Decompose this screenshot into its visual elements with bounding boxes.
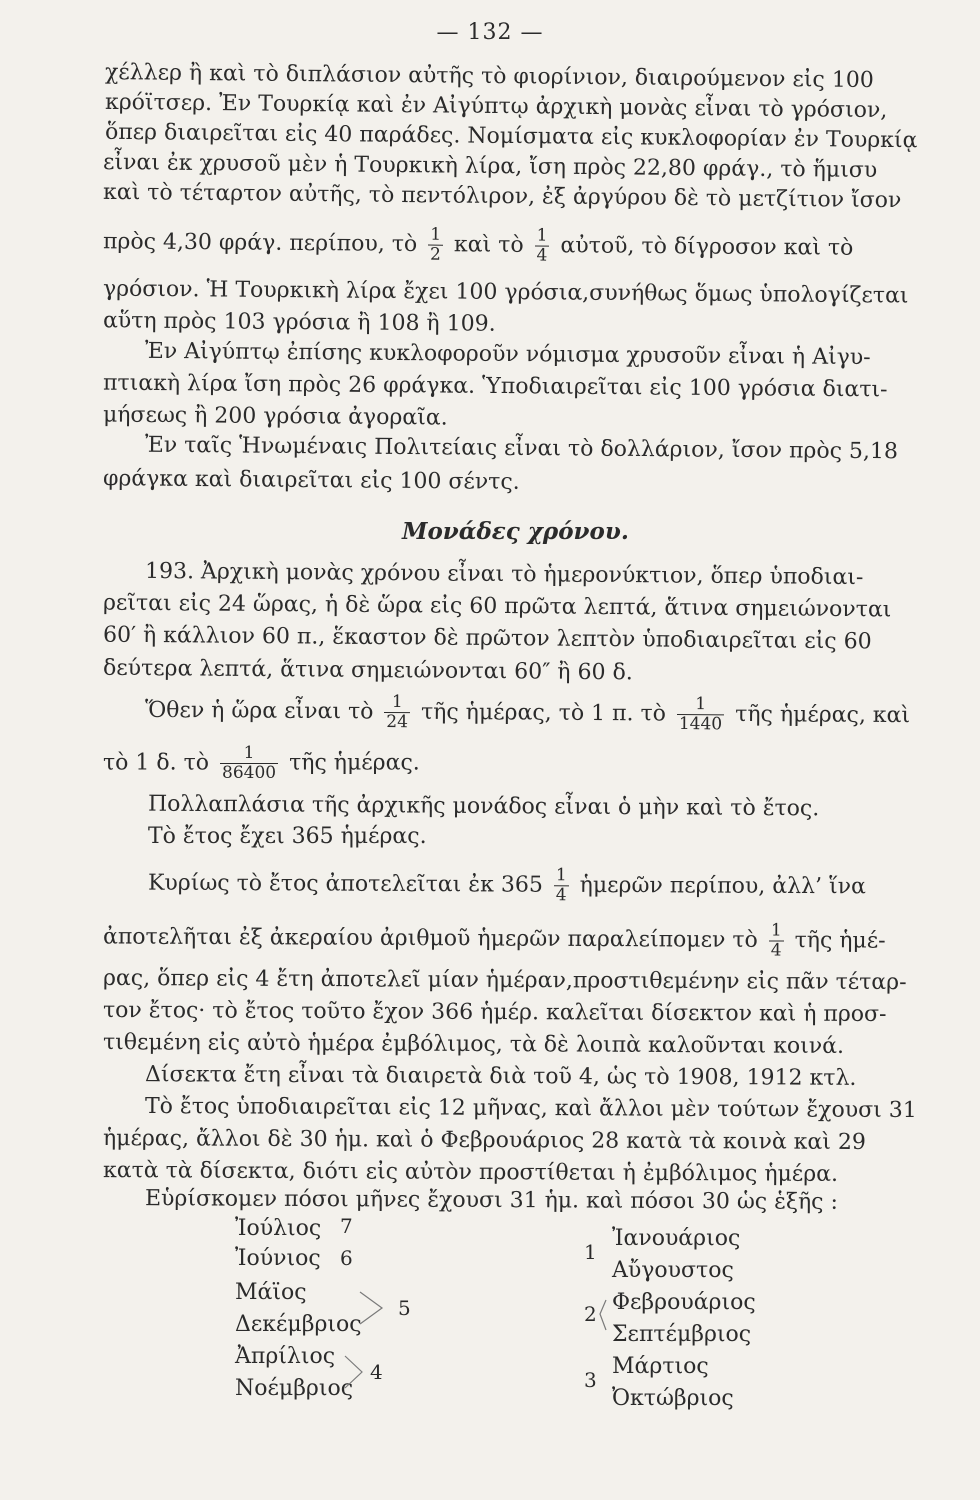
fraction-numerator: 1: [220, 744, 278, 764]
group-number: 2: [584, 1302, 597, 1326]
section-heading: Μονάδες χρόνου.: [402, 518, 629, 545]
month-name: Μάϊος: [235, 1280, 307, 1305]
month-count: 5: [398, 1296, 411, 1320]
text-fragment: ἡμερῶν περίπου, ἀλλ’ ἵνα: [579, 872, 866, 900]
text-fragment: τὸ 1 δ. τὸ: [103, 750, 210, 776]
fraction-numerator: 1: [535, 226, 550, 246]
month-name: Νοέμβριος: [235, 1376, 354, 1401]
fraction-numerator: 1: [428, 226, 443, 246]
text-line: ρας, ὅπερ εἰς 4 ἔτη ἀποτελεῖ μίαν ἡμέραν,προστιθεμένην εἰς πᾶν τέταρ-: [102, 965, 907, 996]
bracket-line: [360, 1292, 382, 1324]
text-fragment: τῆς ἡμέ-: [794, 928, 886, 954]
text-line: γρόσιον. Ἡ Τουρκικὴ λίρα ἔχει 100 γρόσια,συνήθως ὅμως ὑπολογίζεται: [102, 276, 909, 309]
text-line: κατὰ τὰ δίσεκτα, διότι εἰς αὐτὸν προστίθεται ἡ ἐμβόλιμος ἡμέρα.: [102, 1158, 839, 1187]
month-name: Ἀπρίλιος: [235, 1344, 336, 1369]
text-line: ὅπερ διαιρεῖται εἰς 40 παράδες. Νομίσματα εἰς κυκλοφορίαν ἐν Τουρκίᾳ: [104, 119, 918, 154]
fraction-numerator: 1: [769, 921, 784, 941]
month-name: Σεπτέμβριος: [612, 1322, 752, 1347]
text-line: φράγκα καὶ διαιρεῖται εἰς 100 σέντς.: [102, 466, 520, 495]
text-line: Ἐν ταῖς Ἡνωμέναις Πολιτείαις εἶναι τὸ δολλάριον, ἴσον πρὸς 5,18: [144, 432, 899, 465]
month-name: Ἰανουάριος: [612, 1226, 741, 1251]
text-line: Εὑρίσκομεν πόσοι μῆνες ἔχουσι 31 ἡμ. καὶ πόσοι 30 ὡς ἑξῆς :: [144, 1186, 839, 1215]
text-fragment: αὐτοῦ, τὸ δίγροσον καὶ τὸ: [560, 233, 854, 261]
bracket-line: [345, 1356, 362, 1388]
text-fragment: ἀποτελῆται ἐξ ἀκεραίου ἀριθμοῦ ἡμερῶν παραλείπομεν τὸ: [102, 924, 758, 953]
text-line: αὕτη πρὸς 103 γρόσια ἢ 108 ἢ 109.: [102, 308, 496, 337]
text-line: Δίσεκτα ἔτη εἶναι τὰ διαιρετὰ διὰ τοῦ 4, ὡς τὸ 1908, 1912 κτλ.: [144, 1062, 857, 1091]
text-line: 193. Ἀρχικὴ μονὰς χρόνου εἶναι τὸ ἡμερονύκτιον, ὅπερ ὑποδιαι-: [144, 558, 864, 591]
month-name: Δεκέμβριος: [235, 1312, 362, 1337]
text-fragment: Κυρίως τὸ ἔτος ἀποτελεῖται ἐκ 365: [147, 870, 543, 898]
text-fragment: τῆς ἡμέρας, καὶ: [735, 701, 911, 729]
month-name: Μάρτιος: [612, 1354, 709, 1379]
fraction-denominator: 4: [555, 885, 567, 906]
text-line: τιθεμένη εἰς αὐτὸ ἡμέρα ἐμβόλιμος, τὰ δὲ λοιπὰ καλοῦνται κοινά.: [102, 1030, 845, 1059]
bracket-line: [600, 1300, 606, 1330]
text-line: πτιακὴ λίρα ἴση πρὸς 26 φράγκα. Ὑποδιαιρεῖται εἰς 100 γρόσια διατι-: [102, 370, 888, 403]
fraction-numerator: 1: [384, 693, 410, 713]
text-line: δεύτερα λεπτά, ἅτινα σημειώνονται 60″ ἢ 60 δ.: [102, 655, 633, 686]
month-name: Φεβρουάριος: [612, 1290, 756, 1315]
month-count: 6: [340, 1246, 353, 1270]
text-fragment: τῆς ἡμέρας.: [289, 750, 420, 776]
group-number: 1: [584, 1240, 597, 1264]
month-name: Αὔγουστος: [612, 1258, 734, 1283]
text-line: τον ἔτος· τὸ ἔτος τοῦτο ἔχον 366 ἡμέρ. καλεῖται δίσεκτον καὶ ἡ προσ-: [102, 997, 887, 1028]
month-name: Ἰούλιος: [235, 1216, 322, 1241]
text-line: καὶ τὸ τέταρτον αὐτῆς, τὸ πεντόλιρον, ἐξ ἀργύρου δὲ τὸ μετζίτιον ἴσον: [102, 179, 902, 214]
text-line: Πολλαπλάσια τῆς ἀρχικῆς μονάδος εἶναι ὁ μὴν καὶ τὸ ἔτος.: [147, 791, 820, 822]
text-line: μήσεως ἢ 200 γρόσια ἀγοραῖα.: [102, 402, 448, 431]
text-line: εἶναι ἐκ χρυσοῦ μὲν ἡ Τουρκικὴ λίρα, ἴση πρὸς 22,80 φράγ., τὸ ἥμισυ: [102, 149, 878, 184]
text-fragment: Ὅθεν ἡ ὥρα εἶναι τὸ: [144, 697, 374, 725]
text-fragment: καὶ τὸ: [453, 232, 524, 258]
month-name: Ἰούνιος: [235, 1246, 321, 1271]
text-line: χέλλερ ἢ καὶ τὸ διπλάσιον αὐτῆς τὸ φιορίνιον, διαιρούμενον εἰς 100: [104, 59, 874, 94]
text-line: ρεῖται εἰς 24 ὥρας, ἡ δὲ ὥρα εἰς 60 πρῶτα λεπτά, ἅτινα σημειώνονται: [102, 590, 892, 623]
fraction-denominator: 1440: [678, 714, 723, 735]
text-line: Τὸ ἔτος ἔχει 365 ἡμέρας.: [148, 824, 427, 849]
month-count: 7: [340, 1214, 353, 1238]
group-number: 3: [584, 1368, 597, 1392]
fraction-denominator: 4: [536, 245, 548, 266]
fraction-denominator: 86400: [222, 763, 277, 783]
text-line: 60′ ἢ κάλλιον 60 π., ἕκαστον δὲ πρῶτον λεπτὸν ὑποδιαιρεῖται εἰς 60: [102, 622, 872, 655]
text-line: Ἐν Αἰγύπτῳ ἐπίσης κυκλοφοροῦν νόμισμα χρυσοῦν εἶναι ἡ Αἰγυ-: [144, 338, 871, 371]
fraction-denominator: 24: [386, 712, 409, 733]
month-name: Ὀκτώβριος: [612, 1386, 734, 1411]
text-line: κρόϊτσερ. Ἐν Τουρκίᾳ καὶ ἐν Αἰγύπτῳ ἀρχικὴ μονὰς εἶναι τὸ γρόσιον,: [104, 89, 888, 124]
text-fragment: τῆς ἡμέρας, τὸ 1 π. τὸ: [420, 699, 667, 727]
fraction-denominator: 2: [429, 244, 441, 265]
month-count: 4: [370, 1360, 383, 1384]
page-number: — 132 —: [436, 20, 544, 45]
fraction-numerator: 1: [554, 866, 569, 886]
fraction-denominator: 4: [770, 940, 782, 961]
fraction-numerator: 1: [677, 695, 724, 715]
text-line: Τὸ ἔτος ὑποδιαιρεῖται εἰς 12 μῆνας, καὶ ἄλλοι μὲν τούτων ἔχουσι 31: [144, 1093, 917, 1124]
text-fragment: πρὸς 4,30 φράγ. περίπου, τὸ: [102, 229, 418, 257]
text-line: ἡμέρας, ἄλλοι δὲ 30 ἡμ. καὶ ὁ Φεβρουάριος 28 κατὰ τὰ κοινὰ καὶ 29: [102, 1126, 866, 1155]
